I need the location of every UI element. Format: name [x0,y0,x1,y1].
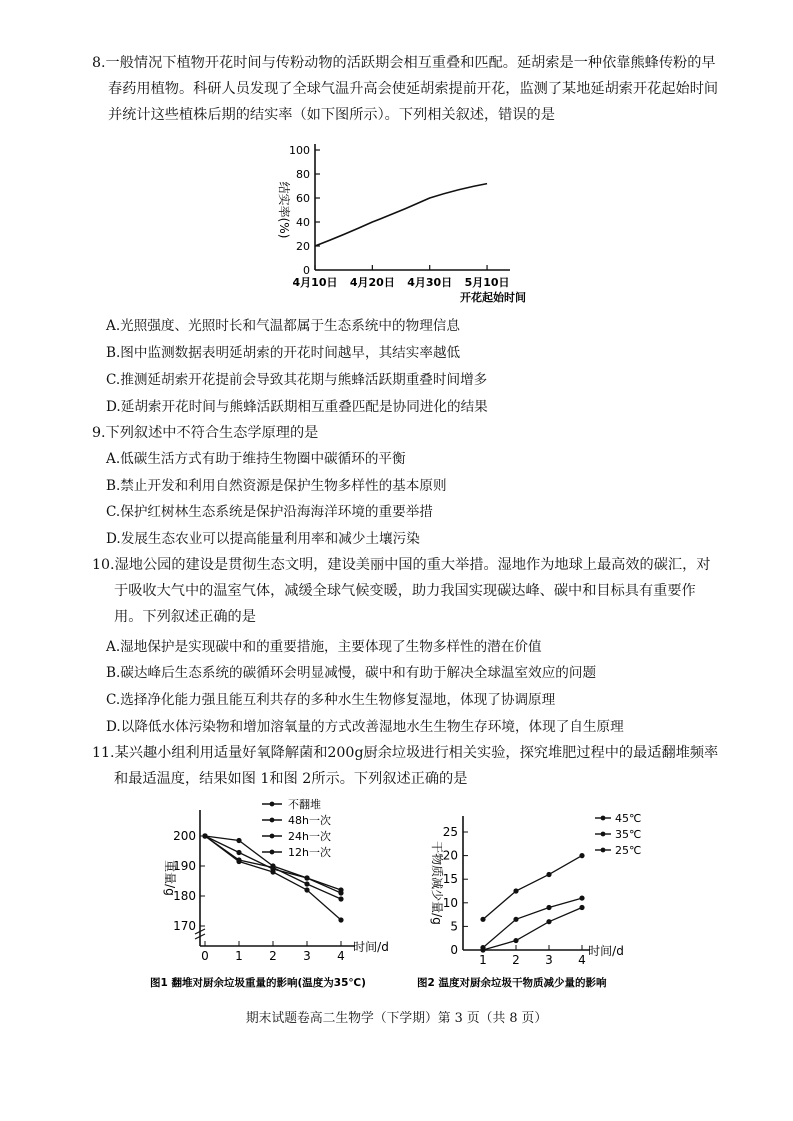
question-10 [92,552,722,630]
y-axis-title: 干物质减少量/g [430,841,444,925]
y-tick-label: 0 [450,943,458,957]
y-tick-label: 25 [442,825,458,839]
question-9 [92,420,722,446]
data-point [546,905,551,910]
series-line-0 [205,836,341,890]
y-tick-label: 170 [173,919,196,933]
y-tick-label: 200 [173,829,196,843]
x-axis-title: 开花起始时间 [460,291,527,304]
legend-label: 48h一次 [288,814,331,827]
legend-marker [270,850,275,855]
figure-2-caption: 图2 温度对厨余垃圾干物质减少量的影响 [417,977,607,989]
q9-option-b[interactable]: B.禁止开发和利用自然资源是保护生物多样性的基本原则 [106,478,447,494]
q10-option-d[interactable]: D.以降低水体污染物和增加溶氧量的方式改善湿地水生生物生存环境，体现了自生原理 [106,719,624,735]
q10-option-c[interactable]: C.选择净化能力强且能互利共存的多种水生生物修复湿地，体现了协调原理 [106,692,556,708]
y-tick-label: 60 [296,192,310,205]
x-axis-title: 时间/d [353,940,389,954]
data-point [270,865,275,870]
data-point [304,887,309,892]
data-point [338,890,343,895]
q8-option-a[interactable]: A.光照强度、光照时长和气温都属于生态系统中的物理信息 [106,318,460,334]
legend-marker [270,834,275,839]
data-point [338,917,343,922]
legend-label: 25℃ [615,844,642,857]
y-tick-label: 40 [296,216,310,229]
legend-label: 12h一次 [288,846,331,859]
data-point [270,869,275,874]
data-point [304,875,309,880]
data-point [579,905,584,910]
data-point [513,888,518,893]
question-11-stem: 11.某兴趣小组利用适量好氧降解菌和200g厨余垃圾进行相关实验，探究堆肥过程中的最适翻堆频率和最适温度，结果如图 1和图 2所示。下列叙述正确的是 [92,745,719,787]
y-axis-title: 结实率(%) [277,181,291,239]
data-point [338,896,343,901]
x-tick-label: 0 [201,949,209,963]
question-11 [92,740,722,792]
data-point [546,919,551,924]
series-line [315,184,487,246]
x-tick-label: 1 [479,953,487,967]
data-point [480,947,485,952]
q8-option-d[interactable]: D.延胡索开花时间与熊蜂活跃期相互重叠匹配是协同进化的结果 [106,399,488,415]
q8-option-b[interactable]: B.图中监测数据表明延胡索的开花时间越早，其结实率越低 [106,345,461,361]
data-point [236,838,241,843]
x-tick-label: 2 [269,949,277,963]
legend-label: 35℃ [615,828,642,841]
q9-option-d[interactable]: D.发展生态农业可以提高能量利用率和减少土壤污染 [106,531,420,547]
data-point [236,859,241,864]
data-point [236,850,241,855]
legend-marker [601,848,606,853]
y-tick-label: 100 [289,144,310,157]
legend-marker [270,818,275,823]
legend-label: 24h一次 [288,830,331,843]
data-point [202,833,207,838]
y-tick-label: 190 [173,859,196,873]
x-axis-title: 时间/d [588,944,624,958]
legend-label: 45℃ [615,812,642,825]
y-axis-title: 重量/g [163,860,177,896]
data-point [480,917,485,922]
data-point [579,895,584,900]
y-tick-label: 80 [296,168,310,181]
q8-option-c[interactable]: C.推测延胡索开花提前会导致其花期与熊蜂活跃期重叠时间增多 [106,372,488,388]
legend-label: 不翻堆 [288,798,321,811]
data-point [546,872,551,877]
question-9-stem: 9.下列叙述中不符合生态学原理的是 [92,425,319,441]
legend-marker [601,832,606,837]
data-point [304,881,309,886]
chart-figure-1-turning-frequency [150,796,412,992]
question-8 [92,50,722,128]
x-tick-label: 4月30日 [407,276,453,289]
x-tick-label: 4月20日 [349,276,395,289]
q9-option-c[interactable]: C.保护红树林生态系统是保护沿海海洋环境的重要举措 [106,504,433,520]
legend-marker [601,816,606,821]
page-footer: 期末试题卷高二生物学（下学期）第 3 页（共 8 页） [245,1011,548,1026]
figure-1-caption: 图1 翻堆对厨余垃圾重量的影响(温度为35℃) [150,977,366,989]
data-point [579,853,584,858]
x-tick-label: 4月10日 [292,276,338,289]
question-8-stem: 8.一般情况下植物开花时间与传粉动物的活跃期会相互重叠和匹配。延胡索是一种依靠熊蜂传粉的早春药用植物。科研人员发现了全球气温升高会使延胡索提前开花，监测了某地延胡索开花起始时间并统计这些植株后期的结实率（如下图所示）。下列相关叙述，错误的是 [92,55,719,123]
chart-fruit-set-rate [260,138,530,310]
q10-option-a[interactable]: A.湿地保护是实现碳中和的重要措施，主要体现了生物多样性的潜在价值 [106,639,542,655]
x-tick-label: 3 [303,949,311,963]
legend-marker [270,802,275,807]
x-tick-label: 2 [512,953,520,967]
y-tick-label: 5 [450,919,458,934]
y-tick-label: 15 [442,872,458,887]
series-line-1 [483,898,582,948]
x-tick-label: 1 [235,949,243,963]
x-tick-label: 5月10日 [464,276,510,289]
q10-option-b[interactable]: B.碳达峰后生态系统的碳循环会明显减慢，碳中和有助于解决全球温室效应的问题 [106,665,597,681]
y-tick-label: 10 [442,895,458,910]
y-tick-label: 20 [296,240,310,253]
chart-figure-2-temperature [415,796,645,992]
series-line-0 [483,856,582,920]
data-point [513,938,518,943]
q9-option-a[interactable]: A.低碳生活方式有助于维持生物圈中碳循环的平衡 [106,451,406,467]
x-tick-label: 3 [545,953,553,967]
y-tick-label: 0 [303,264,310,277]
x-tick-label: 4 [578,953,586,967]
y-tick-label: 180 [173,889,196,903]
question-10-stem: 10.湿地公园的建设是贯彻生态文明，建设美丽中国的重大举措。湿地作为地球上最高效的碳汇，对于吸收大气中的温室气体，减缓全球气候变暖，助力我国实现碳达峰、碳中和目标具有重要作用。下列叙述正确的是 [92,557,711,625]
data-point [513,917,518,922]
x-tick-label: 4 [337,949,345,963]
y-tick-label: 20 [442,848,458,863]
